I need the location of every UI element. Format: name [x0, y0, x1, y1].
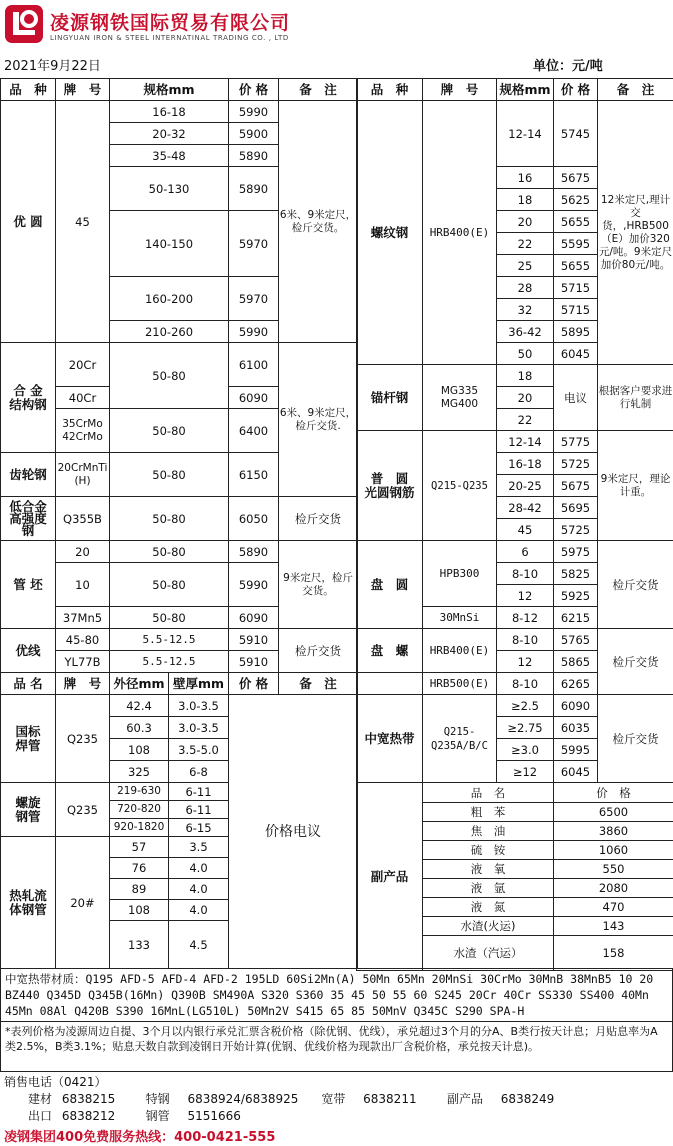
price: 电议 — [554, 365, 598, 431]
spec: 20 — [497, 211, 554, 233]
wall-thickness: 3.5-5.0 — [169, 739, 229, 761]
note: 检斤交货 — [279, 497, 358, 541]
spec: 6 — [497, 541, 554, 563]
product-name: 螺旋 钢管 — [1, 783, 56, 837]
col-header: 品 名 — [1, 673, 56, 695]
spec: 5.5-12.5 — [110, 651, 229, 673]
company-logo-icon — [4, 4, 44, 44]
price: 6050 — [229, 497, 279, 541]
spec: 12-14 — [497, 101, 554, 167]
spec: 36-42 — [497, 321, 554, 343]
col-header: 价 格 — [229, 79, 279, 101]
product-name: 齿轮钢 — [1, 453, 56, 497]
note: 检斤交货 — [279, 629, 358, 673]
grade: 37Mn5 — [56, 607, 110, 629]
grade: HRB400(E) — [423, 101, 497, 365]
price: 5695 — [554, 497, 598, 519]
wall-thickness: 4.0 — [169, 879, 229, 900]
price: 5825 — [554, 563, 598, 585]
note: 12米定尺,理计交货，,HRB500（E）加价320元/吨。9米定尺加价80元/吨。 — [598, 101, 673, 365]
product-name: 国标 焊管 — [1, 695, 56, 783]
wall-thickness: 4.0 — [169, 900, 229, 921]
note: 检斤交货 — [598, 695, 673, 783]
outer-diameter: 133 — [110, 921, 169, 969]
byproduct-item: 液 氮 — [423, 898, 554, 917]
product-name: 盘 圆 — [357, 541, 423, 629]
phone-label: 宽带 — [321, 1092, 346, 1106]
grade: 35CrMo 42CrMo — [56, 409, 110, 453]
byproduct-item: 焦 油 — [423, 822, 554, 841]
outer-diameter: 89 — [110, 879, 169, 900]
price: 6090 — [229, 387, 279, 409]
outer-diameter: 60.3 — [110, 717, 169, 739]
wall-thickness: 6-11 — [169, 783, 229, 801]
grade: 40Cr — [56, 387, 110, 409]
note: 6米、9米定尺，检斤交货. — [279, 343, 358, 497]
right-price-table — [356, 78, 673, 783]
col-header: 规格mm — [110, 79, 229, 101]
col-header: 品 种 — [357, 79, 423, 101]
price: 5890 — [229, 541, 279, 563]
price: 5725 — [554, 453, 598, 475]
price: 5865 — [554, 651, 598, 673]
outer-diameter: 108 — [110, 900, 169, 921]
spec: 160-200 — [110, 277, 229, 321]
col-header: 备 注 — [279, 79, 358, 101]
price: 5745 — [554, 101, 598, 167]
product-name: 合 金 结构钢 — [1, 343, 56, 453]
spec: 45 — [497, 519, 554, 541]
wall-thickness: 3.0-3.5 — [169, 717, 229, 739]
grade: HRB400(E) — [423, 629, 497, 673]
spec: ≥12 — [497, 761, 554, 783]
price: 470 — [554, 898, 673, 917]
col-header: 品 名 — [423, 783, 554, 803]
price: 6500 — [554, 803, 673, 822]
price: 143 — [554, 917, 673, 936]
spec: 20 — [497, 387, 554, 409]
price: 5595 — [554, 233, 598, 255]
price: 6400 — [229, 409, 279, 453]
price: 5715 — [554, 299, 598, 321]
note: 根据客户要求进行轧制 — [598, 365, 673, 431]
price: 5990 — [229, 563, 279, 607]
spec: 5.5-12.5 — [110, 629, 229, 651]
price: 5725 — [554, 519, 598, 541]
spec: 28 — [497, 277, 554, 299]
spec: 12 — [497, 585, 554, 607]
price: 550 — [554, 860, 673, 879]
spec: 16 — [497, 167, 554, 189]
grade: HPB300 — [423, 541, 497, 607]
price: 3860 — [554, 822, 673, 841]
spec: 12 — [497, 651, 554, 673]
price: 5970 — [229, 211, 279, 277]
phone-number: 6838211 — [363, 1092, 417, 1106]
grade: 20# — [56, 837, 110, 969]
col-header: 价 格 — [229, 673, 279, 695]
spec: 22 — [497, 409, 554, 431]
price: 5890 — [229, 167, 279, 211]
spec: 20-32 — [110, 123, 229, 145]
spec: ≥3.0 — [497, 739, 554, 761]
grade: 45 — [56, 101, 110, 343]
wall-thickness: 3.5 — [169, 837, 229, 858]
sales-phones — [4, 1074, 561, 1125]
price: 5715 — [554, 277, 598, 299]
grade: Q235 — [56, 783, 110, 837]
spec: 28-42 — [497, 497, 554, 519]
phone-number: 6838924/6838925 — [187, 1092, 299, 1106]
phone-label: 副产品 — [446, 1092, 483, 1106]
wall-thickness: 3.0-3.5 — [169, 695, 229, 717]
col-header: 壁厚mm — [169, 673, 229, 695]
grade: YL77B — [56, 651, 110, 673]
product-name: 优 圆 — [1, 101, 56, 343]
price: 6265 — [554, 673, 598, 695]
spec: 8-10 — [497, 563, 554, 585]
wall-thickness: 6-8 — [169, 761, 229, 783]
pricing-remark: *表列价格为凌源周边自提、3个月以内银行承兑汇票含税价格（除优钢、优线），承兑超过3个月的分A、B类行按天计息；月贴息率为A类2.5%，B类3.1%；贴息天数自款到凌钢日开始计算(优钢、优线价格为现款出厂含税价格，承兑按天计息)。 — [0, 1021, 673, 1072]
spec: 16-18 — [497, 453, 554, 475]
grade: Q235 — [56, 695, 110, 783]
price: 5895 — [554, 321, 598, 343]
col-header: 价 格 — [554, 79, 598, 101]
col-header: 品 种 — [1, 79, 56, 101]
spec: 25 — [497, 255, 554, 277]
grade: 20 — [56, 541, 110, 563]
grade: Q215-Q235 — [423, 431, 497, 541]
byproduct-item: 水渣（汽运） — [423, 936, 554, 971]
price: 2080 — [554, 879, 673, 898]
spec: 50-80 — [110, 453, 229, 497]
spec: 8-10 — [497, 629, 554, 651]
note: 检斤交货 — [598, 541, 673, 629]
product-name: 普 圆 光圆钢筋 — [357, 431, 423, 541]
spec: 50-130 — [110, 167, 229, 211]
price-date: 2021年9月22日 — [4, 59, 101, 74]
company-name-en: LINGYUAN IRON & STEEL INTERNATINAL TRADING CO. , LTD — [50, 34, 289, 42]
outer-diameter: 76 — [110, 858, 169, 879]
grade: Q215- Q235A/B/C — [423, 695, 497, 783]
wall-thickness: 6-11 — [169, 801, 229, 819]
price: 5900 — [229, 123, 279, 145]
spec: 50-80 — [110, 343, 229, 409]
byproduct-item: 水渣(火运) — [423, 917, 554, 936]
byproduct-table — [356, 782, 673, 971]
phone-number: 6838212 — [61, 1109, 116, 1123]
spec: 50 — [497, 343, 554, 365]
spec: 50-80 — [110, 541, 229, 563]
price: 5890 — [229, 145, 279, 167]
spec: 16-18 — [110, 101, 229, 123]
spec: 18 — [497, 365, 554, 387]
product-name: 中宽热带 — [357, 695, 423, 783]
byproduct-item: 液 氧 — [423, 860, 554, 879]
wall-thickness: 4.5 — [169, 921, 229, 969]
col-header: 外径mm — [110, 673, 169, 695]
product-name: 螺纹钢 — [357, 101, 423, 365]
price: 5910 — [229, 629, 279, 651]
spec: 20-25 — [497, 475, 554, 497]
byproduct-item: 硫 铵 — [423, 841, 554, 860]
grade: MG335 MG400 — [423, 365, 497, 431]
col-header: 牌 号 — [423, 79, 497, 101]
price: 5625 — [554, 189, 598, 211]
spec: 32 — [497, 299, 554, 321]
phone-number: 5151666 — [187, 1109, 241, 1123]
page-header — [0, 0, 673, 50]
price: 5970 — [229, 277, 279, 321]
price: 5775 — [554, 431, 598, 453]
price: 6045 — [554, 343, 598, 365]
product-name: 管 坯 — [1, 541, 56, 629]
grade: 20Cr — [56, 343, 110, 387]
price: 5655 — [554, 211, 598, 233]
spec: 50-80 — [110, 563, 229, 607]
outer-diameter: 57 — [110, 837, 169, 858]
spec: ≥2.75 — [497, 717, 554, 739]
outer-diameter: 325 — [110, 761, 169, 783]
price: 6090 — [229, 607, 279, 629]
price: 5925 — [554, 585, 598, 607]
byproduct-item: 液 氩 — [423, 879, 554, 898]
price: 6215 — [554, 607, 598, 629]
phone-number: 6838215 — [61, 1092, 116, 1106]
blank-cell — [357, 673, 423, 695]
spec: 12-14 — [497, 431, 554, 453]
price: 5655 — [554, 255, 598, 277]
spec: 8-10 — [497, 673, 554, 695]
price: 6035 — [554, 717, 598, 739]
note: 9米定尺，理论计重。 — [598, 431, 673, 541]
price: 5765 — [554, 629, 598, 651]
price: 5995 — [554, 739, 598, 761]
col-header: 规格mm — [497, 79, 554, 101]
spec: ≥2.5 — [497, 695, 554, 717]
price-unit: 单位：元/吨 — [533, 59, 603, 74]
price: 5990 — [229, 101, 279, 123]
materials-note: 中宽热带材质：Q195 AFD-5 AFD-4 AFD-2 195LD 60Si2Mn(A) 50Mn 65Mn 20MnSi 30CrMo 30MnB 38MnB5 10 20 BZ440 Q345D Q345B(16Mn) Q390B SM490A S320 S360 35 45 50 55 60 S245 20Cr 40Cr SS330 SS400 40Mn 45Mn 08Al Q420B S390 16MnL(LG510L) 50Mn2V S415 65 85 50MnV Q345C S290 SPA-H — [0, 968, 673, 1022]
phone-row — [4, 1108, 561, 1125]
phone-label: 建材 — [28, 1092, 53, 1106]
outer-diameter: 920-1820 — [110, 819, 169, 837]
col-header: 价 格 — [554, 783, 673, 803]
grade: 30MnSi — [423, 607, 497, 629]
spec: 140-150 — [110, 211, 229, 277]
price: 158 — [554, 936, 673, 971]
product-name: 锚杆钢 — [357, 365, 423, 431]
phone-label: 特钢 — [145, 1092, 170, 1106]
spec: 50-80 — [110, 409, 229, 453]
price: 1060 — [554, 841, 673, 860]
sales-title: 销售电话（0421） — [4, 1075, 107, 1089]
spec: 35-48 — [110, 145, 229, 167]
pipe-price-table — [0, 672, 358, 969]
outer-diameter: 108 — [110, 739, 169, 761]
col-header: 牌 号 — [56, 79, 110, 101]
price: 5990 — [229, 321, 279, 343]
grade: 10 — [56, 563, 110, 607]
price: 6045 — [554, 761, 598, 783]
grade: HRB500(E) — [423, 673, 497, 695]
grade: Q355B — [56, 497, 110, 541]
outer-diameter: 219-630 — [110, 783, 169, 801]
price: 6150 — [229, 453, 279, 497]
phone-number: 6838249 — [500, 1092, 555, 1106]
phone-row — [4, 1091, 561, 1108]
spec: 50-80 — [110, 497, 229, 541]
byproduct-item: 粗 苯 — [423, 803, 554, 822]
service-hotline: 凌钢集团400免费服务热线：400-0421-555 — [4, 1130, 276, 1145]
product-name: 低合金 高强度 钢 — [1, 497, 56, 541]
note: 检斤交货 — [598, 629, 673, 695]
spec: 50-80 — [110, 607, 229, 629]
product-name: 副产品 — [357, 783, 423, 971]
price: 5910 — [229, 651, 279, 673]
company-name-cn: 凌源钢铁国际贸易有限公司 — [50, 12, 291, 34]
price: 5975 — [554, 541, 598, 563]
note: 6米、9米定尺，检斤交货。 — [279, 101, 358, 343]
wall-thickness: 4.0 — [169, 858, 229, 879]
col-header: 备 注 — [279, 673, 358, 695]
phone-label: 出口 — [28, 1109, 53, 1123]
phone-label: 钢管 — [145, 1109, 170, 1123]
product-name: 优线 — [1, 629, 56, 673]
left-price-table — [0, 78, 358, 673]
spec: 18 — [497, 189, 554, 211]
spec: 8-12 — [497, 607, 554, 629]
col-header: 备 注 — [598, 79, 673, 101]
price: 6100 — [229, 343, 279, 387]
pipe-price-note: 价格电议 — [229, 695, 358, 969]
price: 6090 — [554, 695, 598, 717]
product-name: 热轧流 体钢管 — [1, 837, 56, 969]
price: 5675 — [554, 475, 598, 497]
grade: 45-80 — [56, 629, 110, 651]
outer-diameter: 720-820 — [110, 801, 169, 819]
outer-diameter: 42.4 — [110, 695, 169, 717]
wall-thickness: 6-15 — [169, 819, 229, 837]
spec: 210-260 — [110, 321, 229, 343]
spec: 22 — [497, 233, 554, 255]
price: 5675 — [554, 167, 598, 189]
product-name: 盘 螺 — [357, 629, 423, 673]
note: 9米定尺，检斤交货。 — [279, 541, 358, 629]
col-header: 牌 号 — [56, 673, 110, 695]
grade: 20CrMnTi (H) — [56, 453, 110, 497]
